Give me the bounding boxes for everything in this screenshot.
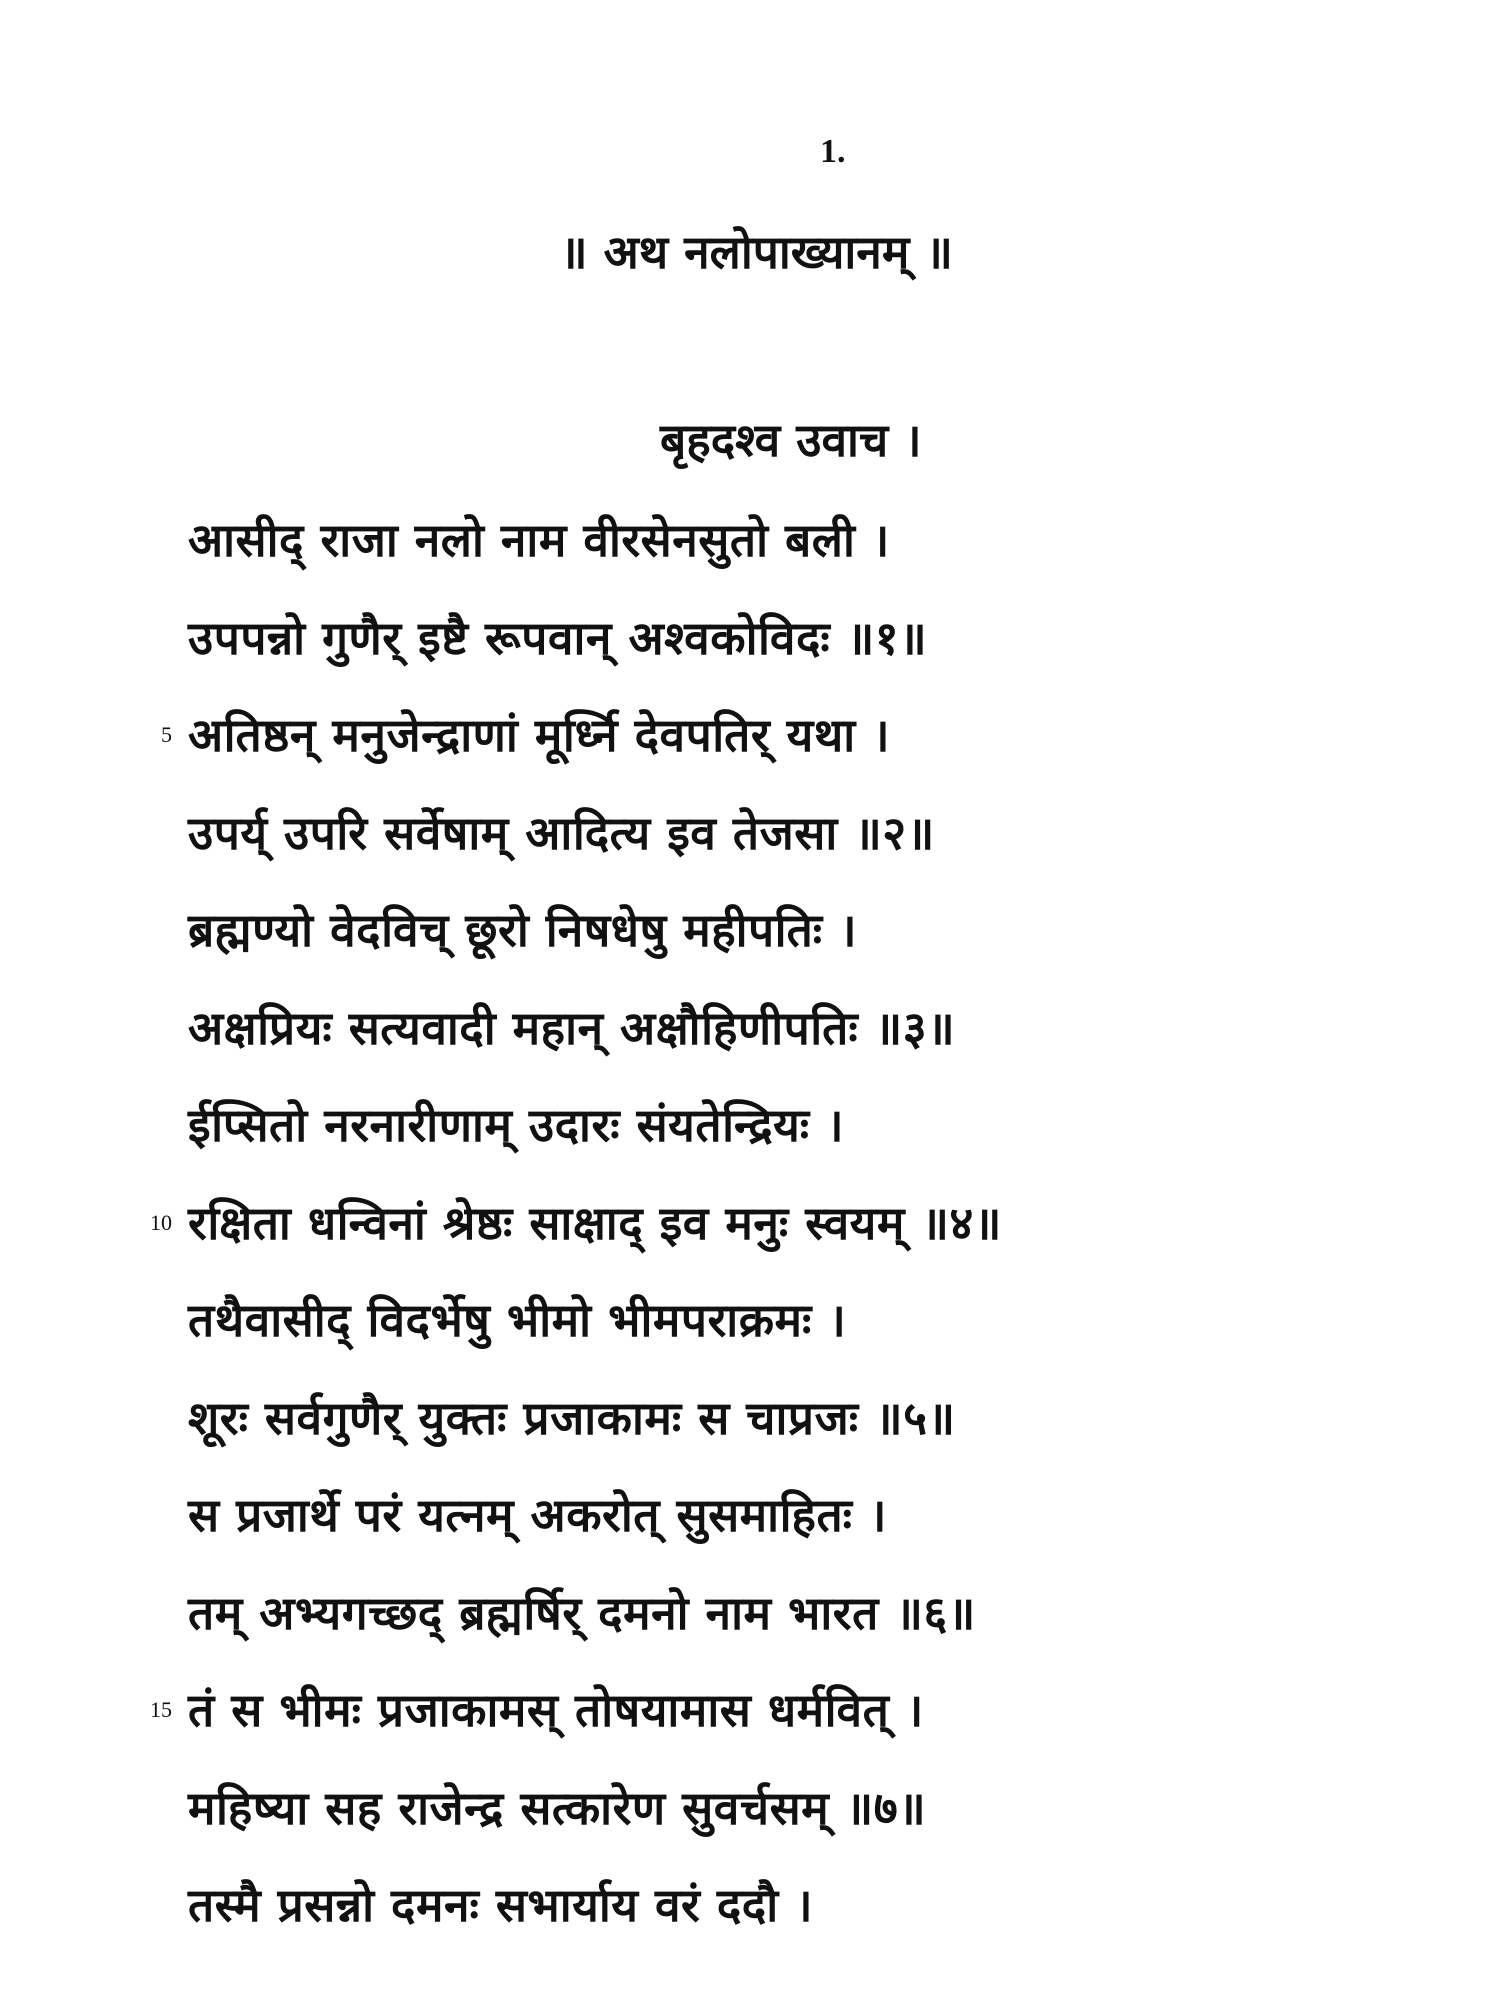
chapter-title: ॥ अथ नलोपाख्यानम् ॥ (560, 225, 953, 279)
verse-line: अक्षप्रियः सत्यवादी महान् अक्षौहिणीपतिः ॥३॥ (188, 1001, 956, 1055)
verse-line: स प्रजार्थे परं यत्नम् अकरोत् सुसमाहितः । (188, 1488, 887, 1542)
verse-line: आसीद् राजा नलो नाम वीरसेनसुतो बली । (188, 513, 890, 567)
page-number: 1. (820, 133, 846, 170)
verse-line: उपपन्नो गुणैर् इष्टै रूपवान् अश्वकोविदः ॥१॥ (188, 611, 928, 665)
verse-line: उपर्य् उपरि सर्वेषाम् आदित्य इव तेजसा ॥२॥ (188, 806, 935, 860)
verse-line: महिष्या सह राजेन्द्र सत्कारेण सुवर्चसम् ॥७॥ (188, 1781, 927, 1835)
line-number: 10 (150, 1210, 172, 1235)
verse-line: तं स भीमः प्रजाकामस् तोषयामास धर्मवित् । (188, 1683, 924, 1737)
verse-line: रक्षिता धन्विनां श्रेष्ठः साक्षाद् इव मनुः स्वयम् ॥४॥ (188, 1196, 1002, 1250)
verse-line: तस्मै प्रसन्नो दमनः सभार्याय वरं ददौ । (188, 1878, 814, 1932)
verse-line: ब्रह्मण्यो वेदविच् छूरो निषधेषु महीपतिः । (188, 903, 858, 957)
line-number: 15 (150, 1697, 172, 1722)
verse-line: शूरः सर्वगुणैर् युक्तः प्रजाकामः स चाप्रजः ॥५॥ (188, 1391, 956, 1445)
line-number: 5 (161, 722, 172, 747)
verse-line: अतिष्ठन् मनुजेन्द्राणां मूर्ध्नि देवपतिर् यथा । (188, 708, 891, 762)
speaker-heading: बृहदश्व उवाच । (660, 413, 922, 467)
verse-line: ईप्सितो नरनारीणाम् उदारः संयतेन्द्रियः । (188, 1098, 845, 1152)
verse-line: तथैवासीद् विदर्भेषु भीमो भीमपराक्रमः । (188, 1293, 847, 1347)
verse-line: तम् अभ्यगच्छद् ब्रह्मर्षिर् दमनो नाम भारत ॥६॥ (188, 1586, 976, 1640)
